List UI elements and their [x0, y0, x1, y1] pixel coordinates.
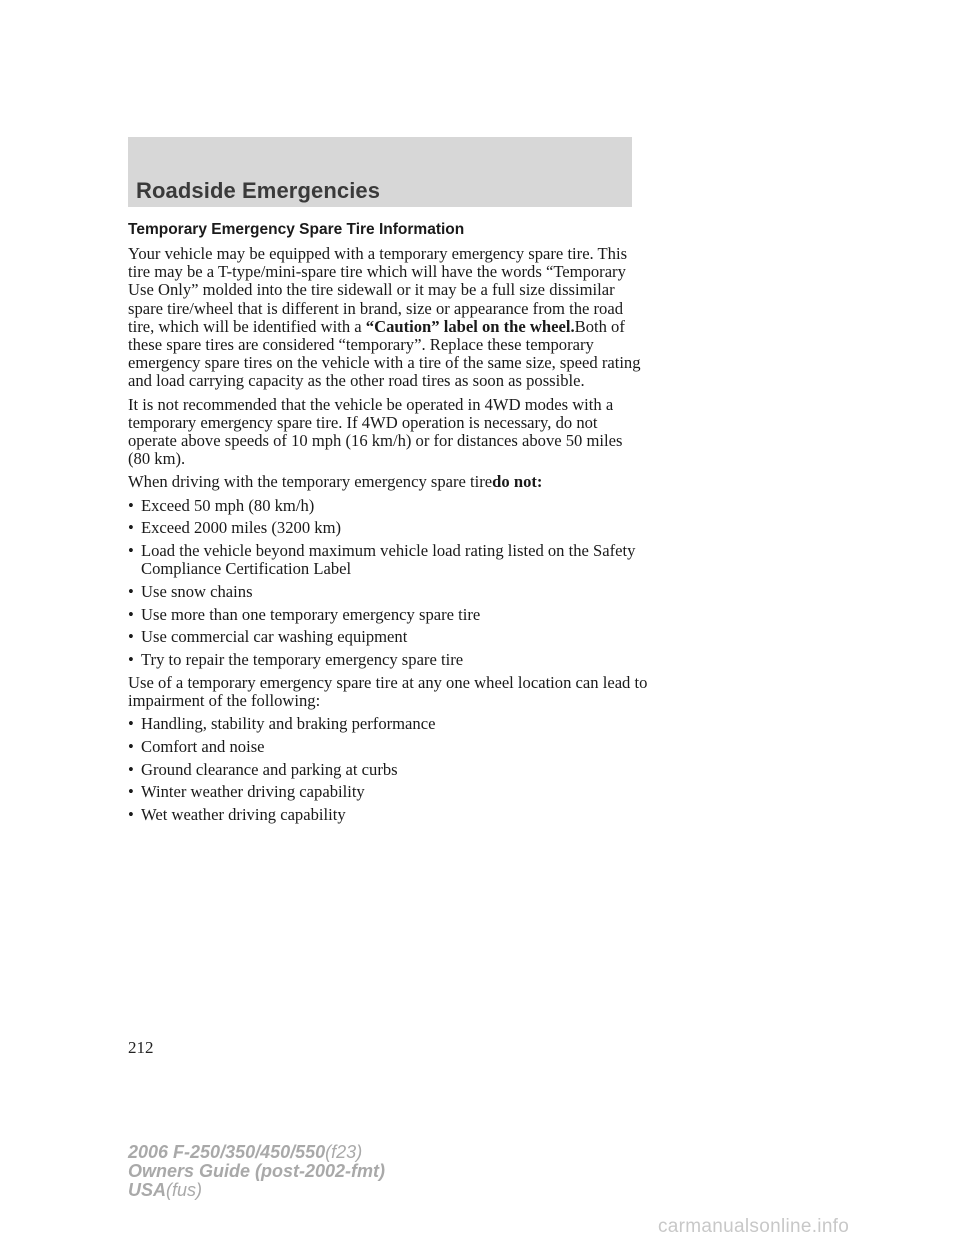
watermark-text: carmanualsonline.info	[658, 1216, 850, 1237]
subsection-heading: Temporary Emergency Spare Tire Information	[128, 221, 465, 238]
caution-label-emphasis: “Caution” label on the wheel.	[365, 316, 575, 336]
bullet-icon: •	[128, 736, 134, 756]
list-item: • Exceed 50 mph (80 km/h)	[128, 495, 315, 515]
bullet-icon: •	[128, 714, 134, 734]
list-item: • Use more than one temporary emergency spare tire	[128, 604, 481, 624]
paragraph-do-not-intro: When driving with the temporary emergency spare tiredo not:	[128, 472, 543, 492]
document-footer	[128, 1143, 385, 1200]
bullet-icon: •	[128, 604, 134, 624]
page-number: 212	[128, 1038, 154, 1057]
list-item: • Load the vehicle beyond maximum vehicle load rating listed on the Safety Compliance Certification Label	[128, 541, 636, 579]
paragraph-4wd-warning: It is not recommended that the vehicle be operated in 4WD modes with a temporary emergency spare tire. If 4WD operation is necessary, do not operate above speeds of 10 mph (16 km/h) or for distances above 50 miles (80 km).	[128, 394, 623, 469]
bullet-icon: •	[128, 782, 134, 802]
bullet-icon: •	[128, 581, 134, 601]
impairment-list	[128, 715, 648, 824]
bullet-icon: •	[128, 541, 134, 561]
bullet-icon: •	[128, 804, 134, 824]
list-item: • Exceed 2000 miles (3200 km)	[128, 518, 342, 538]
list-item: • Winter weather driving capability	[128, 782, 365, 802]
bullet-icon: •	[128, 518, 134, 538]
list-item: • Use commercial car washing equipment	[128, 627, 408, 647]
list-item: • Ground clearance and parking at curbs	[128, 759, 398, 779]
footer-model-line: 2006 F-250/350/450/550(f23)	[128, 1142, 363, 1162]
bullet-icon: •	[128, 759, 134, 779]
page-content	[128, 220, 648, 829]
footer-guide-line: Owners Guide (post-2002-fmt)	[128, 1161, 386, 1181]
list-item: • Use snow chains	[128, 581, 253, 601]
list-item: • Try to repair the temporary emergency spare tire	[128, 650, 464, 670]
list-item: • Wet weather driving capability	[128, 804, 346, 824]
list-item: • Comfort and noise	[128, 736, 265, 756]
bullet-icon: •	[128, 650, 134, 670]
section-title: Roadside Emergencies	[136, 178, 381, 203]
do-not-emphasis: do not:	[492, 472, 543, 492]
paragraph-impairment-intro: Use of a temporary emergency spare tire at any one wheel location can lead to impairment of the following:	[128, 672, 648, 710]
list-item: • Handling, stability and braking performance	[128, 714, 436, 734]
footer-region-line: USA(fus)	[128, 1180, 203, 1200]
bullet-icon: •	[128, 627, 134, 647]
paragraph-spare-tire-intro: Your vehicle may be equipped with a temporary emergency spare tire. This tire may be a T-type/mini-spare tire which will have the words “Temporary Use Only” molded into the tire sidewall or it may be a full size dissimilar spare tire/wheel that is different in brand, size or appearance from the road tire, which will be identified with a “Caution” label on the wheel.Both of these spare tires are considered “temporary”. Replace these temporary emergency spare tires on the vehicle with a tire of the same size, speed rating and load carrying capacity as the other road tires as soon as possible.	[128, 244, 641, 391]
bullet-icon: •	[128, 495, 134, 515]
do-not-list	[128, 497, 648, 670]
